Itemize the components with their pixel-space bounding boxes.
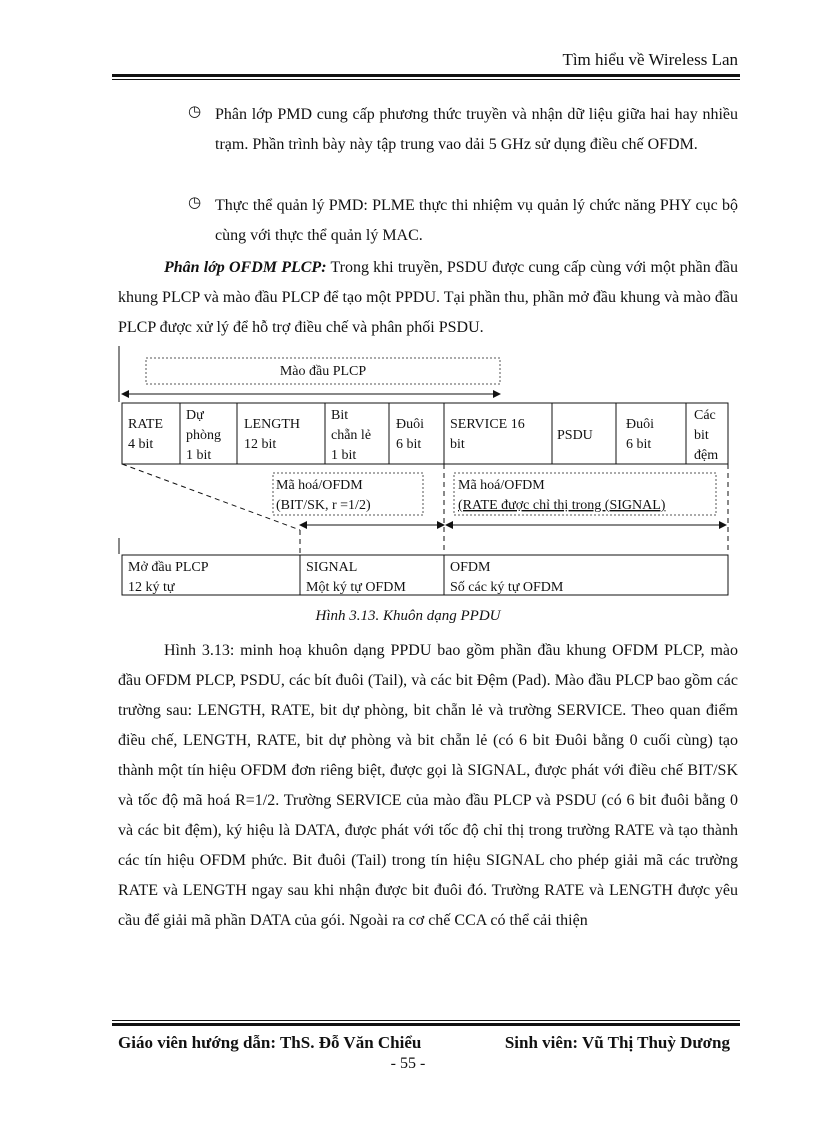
- footer-supervisor: Giáo viên hướng dẫn: ThS. Đỗ Văn Chiểu: [118, 1033, 422, 1052]
- page-number: - 55 -: [390, 1055, 426, 1072]
- paragraph-body: Trong khi truyền, PSDU được cung cấp cùng với một phần đầu khung PLCP và mào đầu PLCP để tạo một PPDU. Tại phần thu, phần mở đầu khung và mào đầu PLCP được xử lý để hỗ trợ điều chế và phân phối PSDU.: [118, 259, 738, 336]
- bullet-text: Phân lớp PMD cung cấp phương thức truyền và nhận dữ liệu giữa hai hay nhiều trạm. Phần trình bày này tập trung vao dải 5 GHz sử dụng điều chế OFDM.: [215, 106, 738, 153]
- field-length-name: LENGTH: [244, 417, 300, 432]
- field-length-size: 12 bit: [244, 437, 277, 452]
- clock-icon: ◷: [188, 102, 202, 120]
- field-reserved-name2: phòng: [186, 428, 221, 443]
- clock-icon: ◷: [188, 193, 202, 211]
- field-reserved-name: Dự: [186, 408, 204, 423]
- field-tail2-size: 6 bit: [626, 437, 652, 452]
- field-pad-name: Các: [694, 408, 716, 423]
- field-service-size: bit: [450, 437, 465, 452]
- field-pad-size: đệm: [694, 448, 719, 463]
- figure-caption: Hình 3.13. Khuôn dạng PPDU: [315, 608, 501, 624]
- footer-student: Sinh viên: Vũ Thị Thuỳ Dương: [504, 1033, 730, 1052]
- paragraph-ofdm-plcp: [118, 253, 738, 343]
- paragraph-ppdu-description: [118, 636, 738, 936]
- bottom-signal-name: SIGNAL: [306, 560, 358, 575]
- bottom-ofdm-size: Số các ký tự OFDM: [450, 580, 564, 595]
- bullet-text: Thực thể quản lý PMD: PLME thực thi nhiệm vụ quản lý chức năng PHY cục bộ cùng với thực thể quản lý MAC.: [215, 197, 738, 244]
- field-psdu-name: PSDU: [557, 428, 593, 443]
- field-pad-name2: bit: [694, 428, 709, 443]
- field-tail2-name: Đuôi: [626, 417, 654, 432]
- bottom-signal-size: Một ký tự OFDM: [306, 580, 406, 595]
- paragraph-body: Hình 3.13: minh hoạ khuôn dạng PPDU bao gồm phần đầu khung OFDM PLCP, mào đầu OFDM PLCP, PSDU, các bít đuôi (Tail), và các bit Đệm (Pad). Mào đầu PLCP bao gồm các trường sau: LENGTH, RATE, bit dự phòng, bit chẵn lẻ và trường SERVICE. Theo quan điểm điều chế, LENGTH, RATE, bit dự phòng và bit chẵn lẻ (có 6 bit Đuôi bằng 0 cuối cùng) tạo thành một tín hiệu OFDM đơn riêng biệt, được gọi là SIGNAL, được phát với điều chế BIT/SK và tốc độ mã hoá R=1/2. Trường SERVICE của mào đầu PLCP và PSDU (có 6 bit đuôi bằng 0 và các bit đệm), ký hiệu là DATA, được phát với tốc độ chỉ thị trong trường RATE và tạo thành các tín hiệu OFDM phức. Bit đuôi (Tail) trong tín hiệu SIGNAL cho phép giải mã các trường RATE và LENGTH ngay sau khi nhận được bit đuôi đó. Trường RATE và LENGTH được yêu cầu để giải mã phần DATA của gói. Ngoài ra cơ chế CCA có thể cải thiện: [118, 642, 738, 929]
- coding-left-line1: Mã hoá/OFDM: [276, 478, 363, 493]
- bullet-item: [0, 100, 816, 190]
- field-parity-name: Bit: [331, 408, 349, 423]
- footer-rule-thick: [112, 1023, 740, 1026]
- header-rule-thick: [112, 74, 740, 77]
- field-parity-size: 1 bit: [331, 448, 357, 463]
- field-tail-name: Đuôi: [396, 417, 424, 432]
- plcp-header-label: Mào đầu PLCP: [279, 364, 367, 379]
- field-service-name: SERVICE 16: [450, 417, 525, 432]
- bottom-ofdm-name: OFDM: [450, 560, 491, 575]
- bottom-preamble-size: 12 ký tự: [128, 580, 175, 595]
- bottom-preamble-name: Mở đầu PLCP: [128, 560, 209, 575]
- running-header: Tìm hiểu về Wireless Lan: [562, 50, 738, 69]
- field-rate-size: 4 bit: [128, 437, 154, 452]
- coding-right-line2: (RATE được chỉ thị trong (SIGNAL): [458, 498, 666, 513]
- ppdu-format-figure: [0, 342, 816, 602]
- coding-left-line2: (BIT/SK, r =1/2): [276, 498, 371, 513]
- bullet-item: [0, 191, 816, 251]
- field-reserved-size: 1 bit: [186, 448, 212, 463]
- field-parity-name2: chẵn lẻ: [331, 428, 372, 443]
- footer-rule-thin: [112, 1020, 740, 1021]
- field-rate-name: RATE: [128, 417, 163, 432]
- paragraph-lead: Phân lớp OFDM PLCP:: [164, 259, 327, 276]
- coding-right-line1: Mã hoá/OFDM: [458, 478, 545, 493]
- field-tail-size: 6 bit: [396, 437, 422, 452]
- header-rule-thin: [112, 79, 740, 80]
